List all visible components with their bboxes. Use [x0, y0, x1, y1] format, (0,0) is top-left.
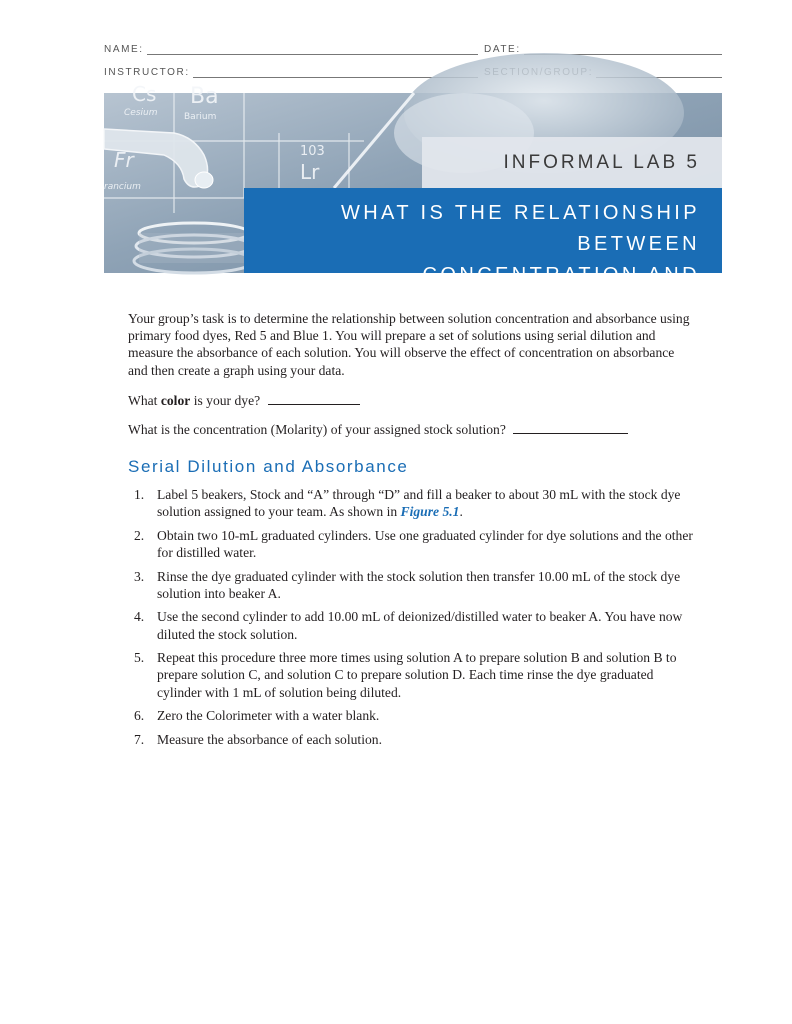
instructor-label: INSTRUCTOR: — [104, 67, 190, 78]
concentration-answer-line[interactable] — [513, 421, 628, 434]
procedure-step — [128, 731, 700, 748]
date-field[interactable] — [484, 44, 722, 55]
lab-banner — [104, 82, 722, 317]
procedure-step — [128, 608, 700, 642]
procedure-step — [128, 486, 700, 520]
procedure-steps — [128, 486, 700, 754]
step-text: Measure the absorbance of each solution. — [157, 731, 382, 747]
step-number: 4. — [134, 609, 145, 625]
procedure-step — [128, 527, 700, 561]
name-label: NAME: — [104, 44, 144, 55]
intro-paragraph: Your group’s task is to determine the relationship between solution concentration and absorbance using primary food dyes, Red 5 and Blue 1. You will prepare a set of solutions using serial dilution and measure the absorbance of each solution. You will observe the effect of concentration on absorbance and then create a graph using your data. — [128, 311, 690, 378]
lab-title — [244, 188, 722, 317]
step-text: Zero the Colorimeter with a water blank. — [157, 708, 380, 724]
step-number: 2. — [134, 527, 145, 543]
lab-title-line-1: WHAT IS THE RELATIONSHIP BETWEEN — [340, 202, 700, 255]
section-heading: Serial Dilution and Absorbance — [128, 457, 409, 476]
step-text: Use the second cylinder to add 10.00 mL of deionized/distilled water to beaker A. You have now diluted the stock solution. — [157, 609, 683, 642]
step-number: 6. — [134, 708, 145, 724]
step-number: 5. — [134, 650, 145, 666]
q2-text: What is the concentration (Molarity) of your assigned stock solution? — [128, 422, 506, 437]
fr-symbol: Fr — [114, 148, 134, 172]
lr-symbol: Lr — [300, 160, 320, 184]
procedure-step — [128, 568, 700, 602]
step-text: Obtain two 10-mL graduated cylinders. Use one graduated cylinder for dye solutions and the other for distilled water. — [157, 527, 693, 560]
figure-link[interactable]: Figure 5.1 — [400, 504, 460, 520]
name-line[interactable] — [147, 44, 478, 55]
step-text: Label 5 beakers, Stock and “A” through “D” and fill a beaker to about 30 mL with the stock dye solution assigned to your team. As shown in — [157, 487, 681, 520]
q1-bold: color — [160, 393, 191, 408]
q1-before: What — [128, 393, 161, 408]
instructor-field[interactable] — [104, 67, 478, 78]
lab-number-label: INFORMAL LAB 5 — [422, 137, 722, 188]
cs-name: Cesium — [124, 108, 158, 118]
ba-symbol: Ba — [190, 84, 219, 109]
concentration-question — [128, 421, 628, 438]
dye-color-answer-line[interactable] — [268, 392, 360, 405]
lr-number: 103 — [300, 144, 325, 159]
procedure-step — [128, 707, 700, 724]
step-number: 7. — [134, 731, 145, 747]
date-label: DATE: — [484, 44, 521, 55]
step-number: 1. — [134, 487, 145, 502]
step-number: 3. — [134, 568, 145, 584]
cs-symbol: Cs — [132, 82, 157, 106]
lab-title-line-2: CONCENTRATION AND ABSORBANCE? — [422, 264, 700, 317]
step-text: Rinse the dye graduated cylinder with the stock solution then transfer 10.00 mL of the stock dye solution into beaker A. — [157, 568, 681, 601]
step-text-end: . — [459, 504, 463, 520]
dye-color-question — [128, 392, 360, 409]
ba-name: Barium — [184, 112, 217, 122]
name-field[interactable] — [104, 44, 478, 55]
step-text: Repeat this procedure three more times using solution A to prepare solution B and solution B to prepare solution C, and solution C to prepare solution D. Each time rinse the dye graduated cylinder with 1 mL of solution being diluted. — [157, 650, 677, 700]
procedure-step — [128, 649, 700, 701]
fr-name: rancium — [104, 182, 141, 192]
q1-after: is your dye? — [190, 393, 261, 408]
